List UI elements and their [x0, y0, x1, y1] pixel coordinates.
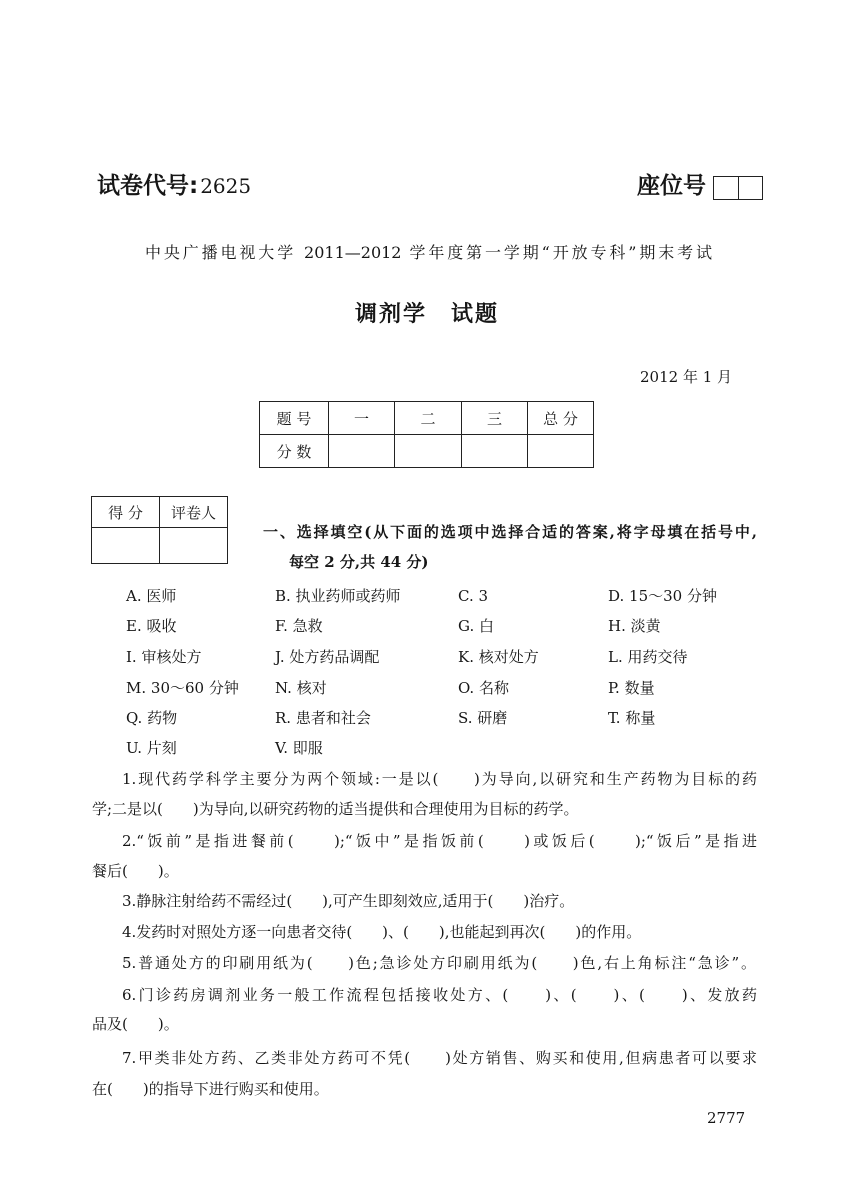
question-line: 餐后( )。 [92, 862, 179, 880]
option-item: U. 片刻 [126, 739, 177, 757]
score-table-header-cell: 一 [329, 402, 395, 435]
option-item: S. 研磨 [458, 709, 508, 727]
grader-table [91, 496, 228, 564]
option-item: B. 执业药师或药师 [275, 587, 401, 605]
option-item: L. 用药交待 [608, 648, 688, 666]
option-item: V. 即服 [275, 739, 323, 757]
section-heading-continued: 每空 2 分,共 44 分) [289, 553, 429, 571]
exam-code [97, 171, 251, 201]
seat-number-cell [738, 177, 763, 199]
page-number: 2777 [707, 1109, 746, 1127]
seat-number-label: 座位号 [637, 173, 706, 199]
option-item: O. 名称 [458, 679, 509, 697]
score-summary-table [259, 401, 594, 468]
option-item: G. 白 [458, 617, 494, 635]
option-item: F. 急救 [275, 617, 323, 635]
grader-empty-cell [160, 528, 228, 564]
question-line: 4.发药时对照处方逐一向患者交待( )、( ),也能起到再次( )的作用。 [122, 923, 642, 941]
exam-code-value: 2625 [200, 174, 252, 198]
option-item: N. 核对 [275, 679, 327, 697]
question-line: 品及( )。 [92, 1015, 179, 1033]
option-item: J. 处方药品调配 [275, 648, 380, 666]
option-item: M. 30～60 分钟 [126, 679, 239, 697]
option-item: A. 医师 [126, 587, 177, 605]
question-line: 2.“饭前”是指进餐前( );“饭中”是指饭前( )或饭后( );“饭后”是指进 [122, 832, 757, 850]
score-table-header-cell: 三 [462, 402, 528, 435]
option-item: T. 称量 [608, 709, 656, 727]
question-line: 3.静脉注射给药不需经过( ),可产生即刻效应,适用于( )治疗。 [122, 892, 575, 910]
option-item: D. 15～30 分钟 [608, 587, 717, 605]
question-line: 7.甲类非处方药、乙类非处方药可不凭( )处方销售、购买和使用,但病患者可以要求 [122, 1049, 757, 1067]
score-table-empty-cell [329, 435, 395, 468]
score-table-empty-cell [462, 435, 528, 468]
exam-title: 中央广播电视大学 2011—2012 学年度第一学期“开放专科”期末考试 [145, 243, 712, 262]
seat-number-box [713, 176, 763, 200]
option-item: R. 患者和社会 [275, 709, 371, 727]
score-table-empty-cell [528, 435, 594, 468]
exam-code-label: 试卷代号: [97, 173, 199, 199]
score-table-empty-cell [395, 435, 462, 468]
section-heading: 一、选择填空(从下面的选项中选择合适的答案,将字母填在括号中, [263, 523, 757, 541]
question-line: 学;二是以( )为导向,以研究药物的适当提供和合理使用为目标的药学。 [92, 800, 579, 818]
option-item: K. 核对处方 [458, 648, 539, 666]
question-line: 1.现代药学科学主要分为两个领域:一是以( )为导向,以研究和生产药物为目标的药 [122, 770, 757, 788]
option-item: I. 审核处方 [126, 648, 202, 666]
option-item: E. 吸收 [126, 617, 177, 635]
grader-label: 评卷人 [160, 497, 228, 528]
score-empty-cell [92, 528, 160, 564]
score-label: 得 分 [92, 497, 160, 528]
score-table-header-cell: 二 [395, 402, 462, 435]
option-item: P. 数量 [608, 679, 655, 697]
question-line: 在( )的指导下进行购买和使用。 [92, 1080, 329, 1098]
subject-title: 调剂学 试题 [355, 302, 500, 327]
option-item: Q. 药物 [126, 709, 178, 727]
seat-number-cell [714, 177, 738, 199]
option-item: C. 3 [458, 587, 489, 605]
question-line: 6.门诊药房调剂业务一般工作流程包括接收处方、( )、( )、( )、发放药 [122, 986, 757, 1004]
exam-date: 2012 年 1 月 [640, 368, 733, 386]
option-item: H. 淡黄 [608, 617, 661, 635]
question-line: 5.普通处方的印刷用纸为( )色;急诊处方印刷用纸为( )色,右上角标注“急诊”。 [122, 954, 756, 972]
score-table-header-cell: 总 分 [528, 402, 594, 435]
score-table-header-cell: 题 号 [260, 402, 329, 435]
score-table-row-label: 分 数 [260, 435, 329, 468]
